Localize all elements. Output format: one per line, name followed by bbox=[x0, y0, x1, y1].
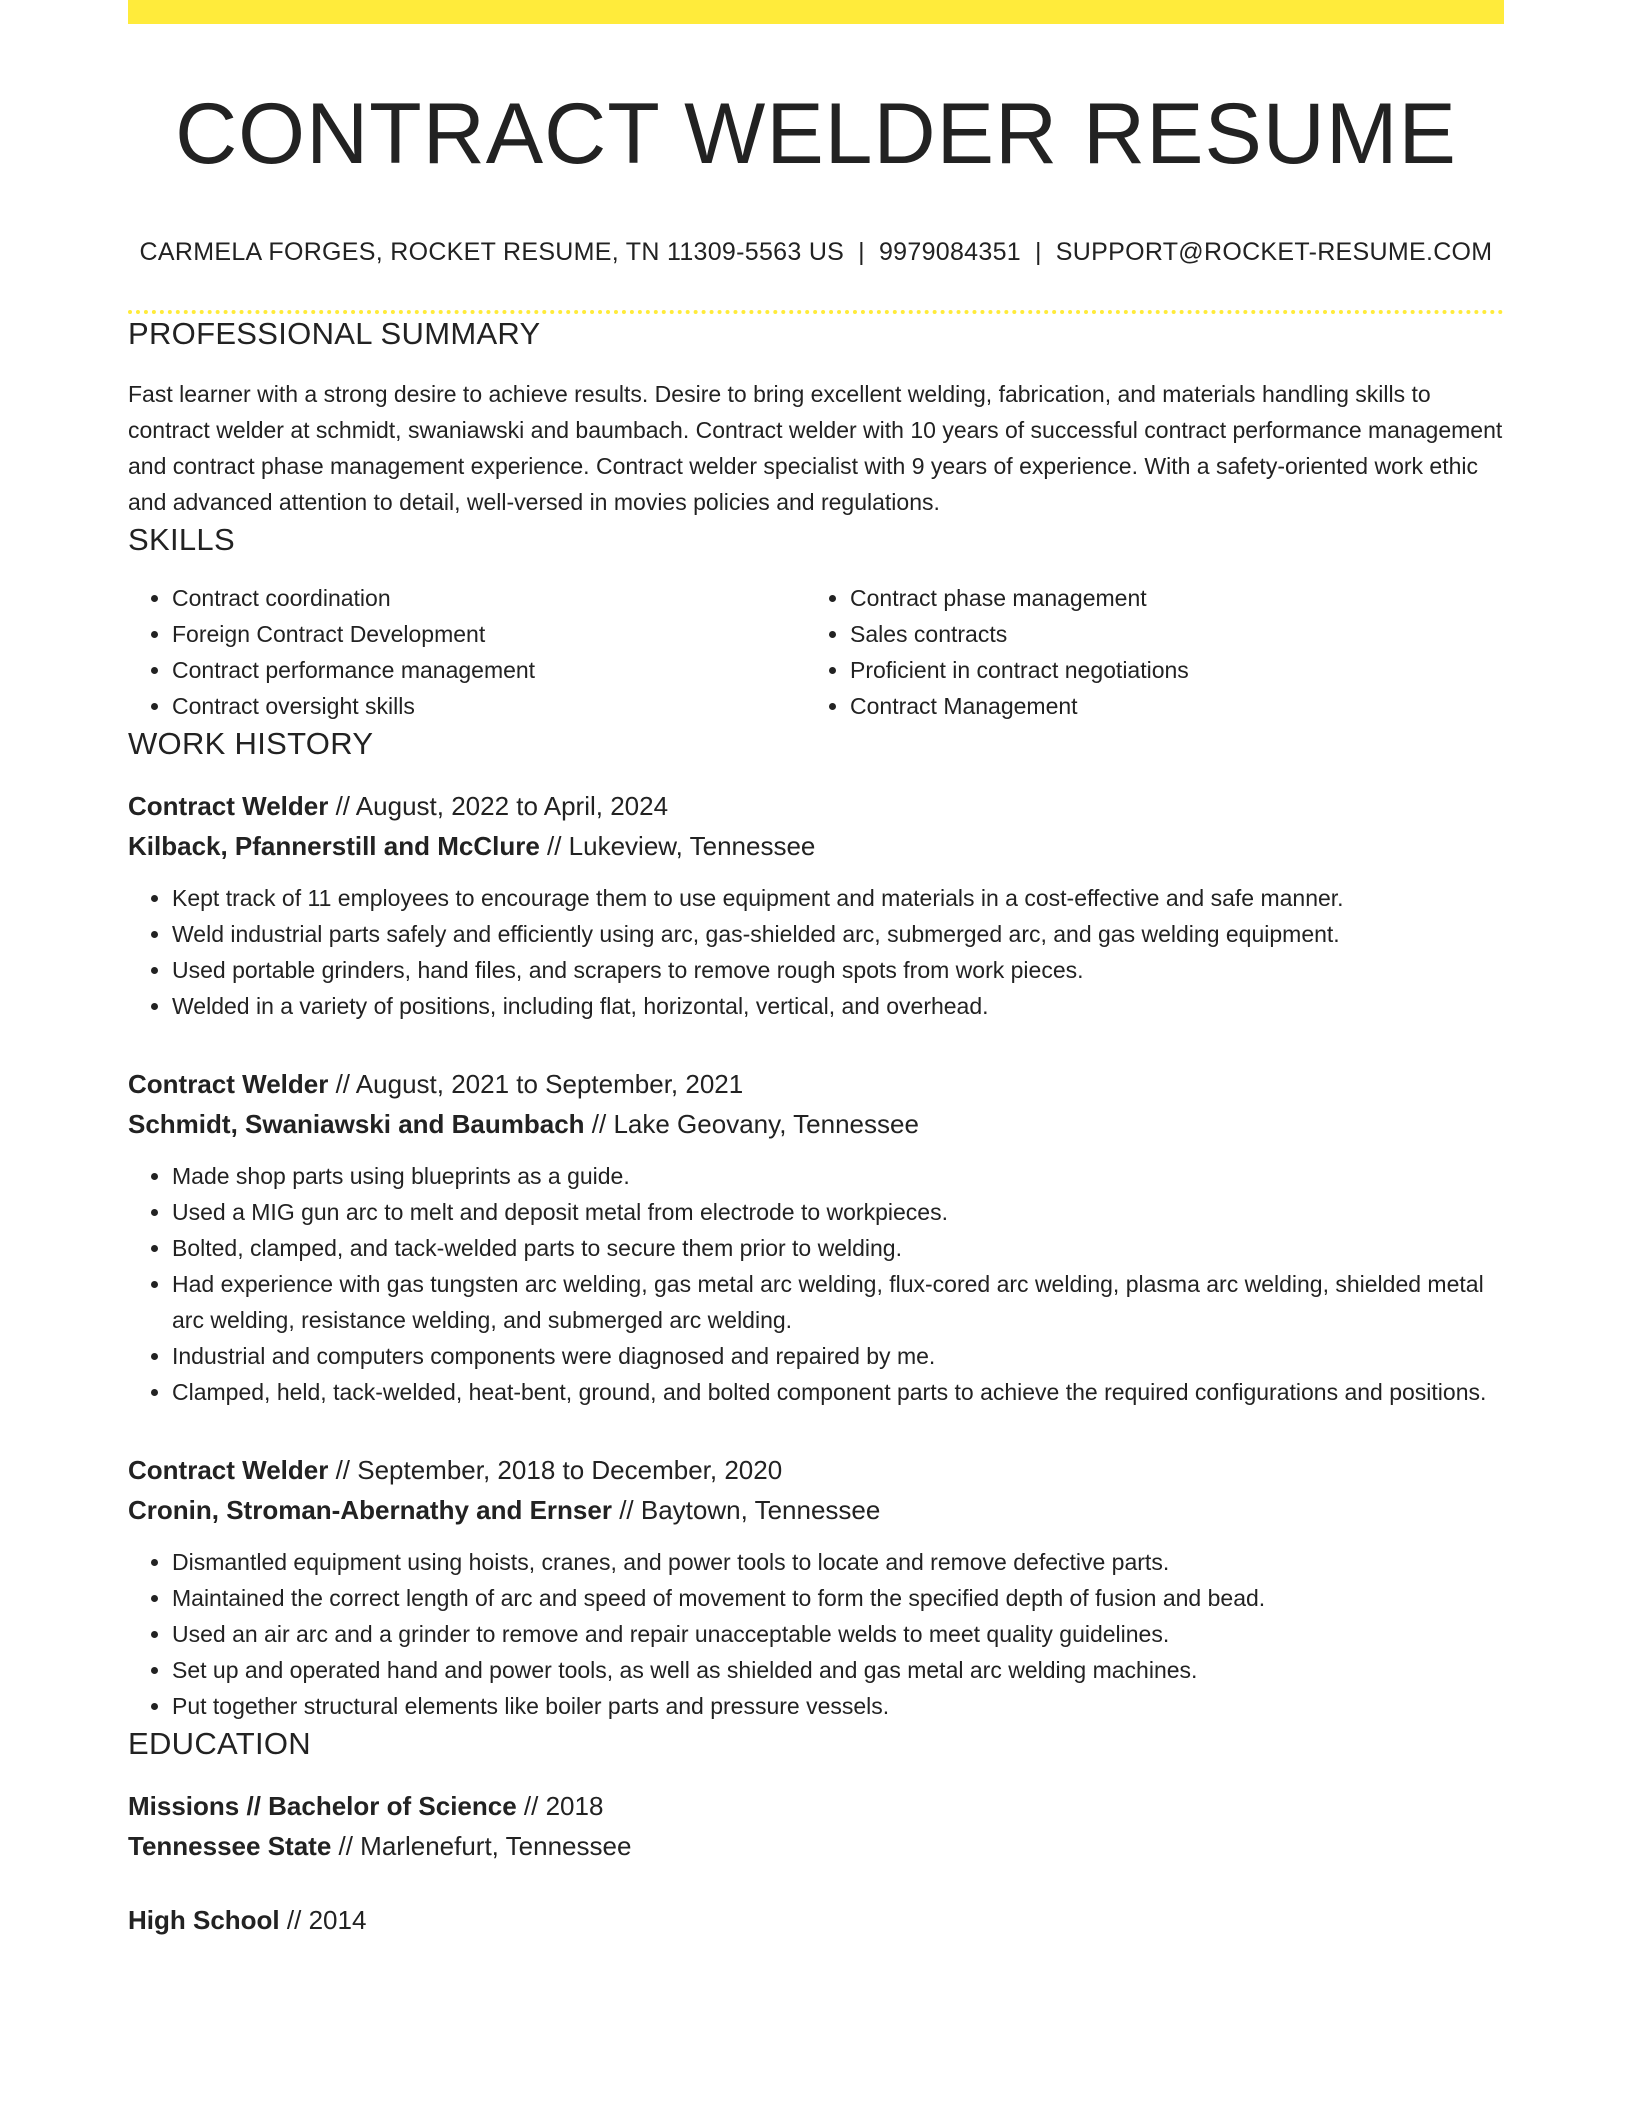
job-bullet: • Set up and operated hand and power tools, as well as shielded and gas metal arc welding machines. bbox=[172, 1652, 1504, 1688]
work-history-heading: WORK HISTORY bbox=[128, 726, 374, 761]
job-location: // Lukeview, Tennessee bbox=[539, 831, 816, 861]
skill-item: • Sales contracts bbox=[850, 616, 1484, 652]
job-title-line bbox=[128, 1450, 1504, 1490]
job-bullet: • Put together structural elements like boiler parts and pressure vessels. bbox=[172, 1688, 1504, 1724]
job-bullet: • Clamped, held, tack-welded, heat-bent, ground, and bolted component parts to achieve the required configurations and positions. bbox=[172, 1374, 1504, 1410]
education-degree-line bbox=[128, 1786, 1504, 1826]
contact-email: SUPPORT@ROCKET-RESUME.COM bbox=[1055, 238, 1493, 266]
job-bullet: • Had experience with gas tungsten arc welding, gas metal arc welding, flux-cored arc welding, plasma arc welding, shielded metal arc welding, resistance welding, and submerged arc welding. bbox=[172, 1266, 1504, 1338]
job-dates: // September, 2018 to December, 2020 bbox=[328, 1455, 783, 1485]
education-school-line bbox=[128, 1826, 1504, 1866]
job-company-line bbox=[128, 1104, 1504, 1144]
job-dates: // August, 2022 to April, 2024 bbox=[328, 791, 669, 821]
skill-item: • Proficient in contract negotiations bbox=[850, 652, 1484, 688]
summary-heading: PROFESSIONAL SUMMARY bbox=[128, 316, 541, 351]
job-bullet: • Maintained the correct length of arc and speed of movement to form the specified depth of fusion and bead. bbox=[172, 1580, 1504, 1616]
education-entry bbox=[128, 1786, 1504, 1866]
job-company: Schmidt, Swaniawski and Baumbach bbox=[128, 1109, 585, 1139]
education-location: // Marlenefurt, Tennessee bbox=[331, 1831, 632, 1861]
job-company-line bbox=[128, 1490, 1504, 1530]
education-year: // 2018 bbox=[516, 1791, 604, 1821]
education-degree: High School bbox=[128, 1905, 280, 1935]
job-title-line bbox=[128, 1064, 1504, 1104]
education-school: Tennessee State bbox=[128, 1831, 332, 1861]
job-dates: // August, 2021 to September, 2021 bbox=[328, 1069, 744, 1099]
page-title: CONTRACT WELDER RESUME bbox=[175, 86, 1457, 182]
job-location: // Baytown, Tennessee bbox=[611, 1495, 881, 1525]
skill-item: • Contract Management bbox=[850, 688, 1484, 724]
job-entry bbox=[128, 1064, 1504, 1410]
job-bullet: • Dismantled equipment using hoists, cranes, and power tools to locate and remove defective parts. bbox=[172, 1544, 1504, 1580]
contact-separator: | bbox=[858, 238, 865, 266]
job-bullet: • Kept track of 11 employees to encourage them to use equipment and materials in a cost-effective and safe manner. bbox=[172, 880, 1504, 916]
job-company: Kilback, Pfannerstill and McClure bbox=[128, 831, 540, 861]
skills-column-right bbox=[806, 580, 1484, 724]
job-bullet: • Used a MIG gun arc to melt and deposit metal from electrode to workpieces. bbox=[172, 1194, 1504, 1230]
job-bullet: • Made shop parts using blueprints as a guide. bbox=[172, 1158, 1504, 1194]
contact-phone: 9979084351 bbox=[878, 238, 1021, 266]
skills-column-left bbox=[128, 580, 806, 724]
top-accent-bar bbox=[128, 0, 1504, 24]
job-company-line bbox=[128, 826, 1504, 866]
education-degree: Missions // Bachelor of Science bbox=[128, 1791, 517, 1821]
education-heading: EDUCATION bbox=[128, 1726, 311, 1761]
job-bullet: • Used an air arc and a grinder to remove and repair unacceptable welds to meet quality guidelines. bbox=[172, 1616, 1504, 1652]
job-bullet: • Used portable grinders, hand files, and scrapers to remove rough spots from work pieces. bbox=[172, 952, 1504, 988]
job-bullet: • Industrial and computers components were diagnosed and repaired by me. bbox=[172, 1338, 1504, 1374]
education-year: // 2014 bbox=[279, 1905, 367, 1935]
job-bullets bbox=[128, 1158, 1504, 1410]
job-title: Contract Welder bbox=[128, 1455, 329, 1485]
job-title-line bbox=[128, 786, 1504, 826]
resume-page bbox=[128, 0, 1504, 1940]
job-entry bbox=[128, 786, 1504, 1024]
job-bullet: • Welded in a variety of positions, including flat, horizontal, vertical, and overhead. bbox=[172, 988, 1504, 1024]
skill-item: • Foreign Contract Development bbox=[172, 616, 806, 652]
contact-separator: | bbox=[1035, 238, 1042, 266]
education-degree-line bbox=[128, 1900, 1504, 1940]
job-bullet: • Weld industrial parts safely and efficiently using arc, gas-shielded arc, submerged arc, and gas welding equipment. bbox=[172, 916, 1504, 952]
skill-item: • Contract phase management bbox=[850, 580, 1484, 616]
contact-address: CARMELA FORGES, ROCKET RESUME, TN 11309-5563 US bbox=[139, 238, 845, 266]
job-location: // Lake Geovany, Tennessee bbox=[584, 1109, 919, 1139]
skill-item: • Contract oversight skills bbox=[172, 688, 806, 724]
skill-item: • Contract coordination bbox=[172, 580, 806, 616]
education-entry bbox=[128, 1900, 1504, 1940]
skills-list bbox=[128, 580, 1504, 724]
contact-line bbox=[128, 236, 1504, 268]
job-title: Contract Welder bbox=[128, 791, 329, 821]
job-bullets bbox=[128, 1544, 1504, 1724]
job-bullet: • Bolted, clamped, and tack-welded parts to secure them prior to welding. bbox=[172, 1230, 1504, 1266]
skill-item: • Contract performance management bbox=[172, 652, 806, 688]
skills-heading: SKILLS bbox=[128, 522, 235, 557]
job-entry bbox=[128, 1450, 1504, 1724]
job-title: Contract Welder bbox=[128, 1069, 329, 1099]
job-bullets bbox=[128, 880, 1504, 1024]
job-company: Cronin, Stroman-Abernathy and Ernser bbox=[128, 1495, 612, 1525]
summary-text: Fast learner with a strong desire to achieve results. Desire to bring excellent welding, fabrication, and materials handling skills to contract welder at schmidt, swaniawski and baumbach. Contract welder with 10 years of successful contract performance management and contract phase management experience. Contract welder specialist with 9 years of experience. With a safety-oriented work ethic and advanced attention to detail, well-versed in movies policies and regulations. bbox=[128, 381, 1503, 515]
